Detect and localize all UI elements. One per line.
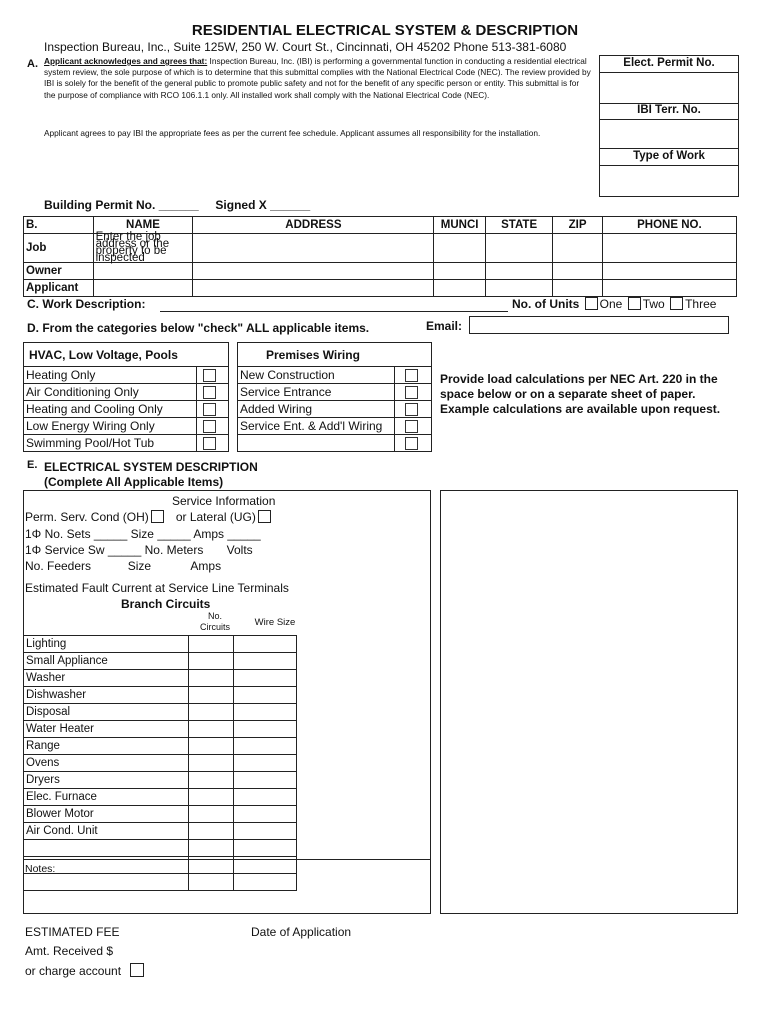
table-row [24, 636, 297, 653]
section-a-heading: Applicant acknowledges and agrees that: [44, 56, 208, 66]
date-of-application-label: Date of Application [251, 925, 352, 939]
hvac-checkbox[interactable] [203, 386, 216, 399]
categories-label: D. From the categories below "check" ALL applicable items. [27, 321, 370, 335]
header-name: NAME [93, 217, 193, 234]
owner-munci-cell[interactable] [434, 263, 485, 280]
wire-size-cell[interactable] [233, 755, 296, 772]
branch-circuit-label: Dishwasher [24, 687, 189, 704]
no-sets-line[interactable]: 1Φ No. Sets _____ Size _____ Amps _____ [25, 527, 261, 541]
hvac-checkbox[interactable] [203, 403, 216, 416]
signed-field[interactable]: ______ [270, 198, 311, 212]
job-address-cell[interactable] [193, 234, 434, 263]
header-address: ADDRESS [193, 217, 434, 234]
wire-size-cell[interactable] [233, 687, 296, 704]
ug-checkbox[interactable] [258, 510, 271, 523]
load-calc-note: Provide load calculations per NEC Art. 220 in the space below or on a separate sheet of paper. Example calculations are available upon request. [440, 372, 721, 416]
applicant-munci-cell[interactable] [434, 280, 485, 297]
service-heading: Service Information [172, 494, 276, 508]
applicant-name-cell[interactable] [93, 280, 193, 297]
job-zip-cell[interactable] [553, 234, 602, 263]
table-row [24, 823, 297, 840]
elect-permit-label: Elect. Permit No. [623, 57, 715, 69]
hvac-item: Low Energy Wiring Only [26, 419, 155, 433]
ibi-terr-label: IBI Terr. No. [637, 104, 701, 116]
wire-size-cell[interactable] [233, 653, 296, 670]
unit-three-checkbox[interactable] [670, 297, 683, 310]
premises-item: Service Entrance [240, 385, 332, 399]
branch-circuits-table [23, 635, 297, 891]
branch-circuit-label [24, 840, 189, 857]
header-state: STATE [485, 217, 553, 234]
fee-agreement-text: Applicant agrees to pay IBI the appropriate fees as per the current fee schedule. Applicant assumes all responsibility for the installation. [44, 128, 541, 138]
units-label: No. of Units [512, 297, 580, 311]
unit-two-label: Two [642, 297, 665, 311]
notes-label: Notes: [25, 863, 56, 875]
units-group [512, 297, 716, 311]
type-of-work-field[interactable] [600, 166, 738, 196]
table-row [24, 755, 297, 772]
section-a-letter: A. [27, 58, 38, 70]
premises-box [237, 342, 432, 452]
section-b-letter: B. [24, 217, 94, 234]
col-circuits: No. Circuits [199, 611, 230, 632]
applicant-state-cell[interactable] [485, 280, 553, 297]
section-e-heading [44, 460, 258, 490]
premises-checkbox[interactable] [405, 369, 418, 382]
no-circuits-cell[interactable] [188, 636, 233, 653]
feeders-line[interactable]: No. Feeders Size Amps [25, 559, 222, 573]
building-permit-label: Building Permit No. [44, 198, 156, 212]
no-circuits-cell[interactable] [188, 738, 233, 755]
table-row [24, 653, 297, 670]
email-field[interactable] [469, 316, 729, 334]
premises-item: New Construction [240, 368, 335, 382]
email-label: Email: [426, 319, 463, 333]
applicant-phone-cell[interactable] [602, 280, 736, 297]
job-hint: Enter the job address or the property to be inspected [93, 234, 193, 263]
no-circuits-cell[interactable] [188, 789, 233, 806]
owner-zip-cell[interactable] [553, 263, 602, 280]
no-circuits-cell[interactable] [188, 670, 233, 687]
owner-address-cell[interactable] [193, 263, 434, 280]
no-circuits-cell[interactable] [188, 840, 233, 857]
wire-size-cell[interactable] [233, 704, 296, 721]
hvac-checkbox[interactable] [203, 437, 216, 450]
no-circuits-cell[interactable] [188, 653, 233, 670]
branch-circuit-label: Ovens [24, 755, 189, 772]
perm-serv-label: Perm. Serv. Cond (OH) [25, 510, 149, 524]
table-row [24, 772, 297, 789]
col-wire-size: Wire Size [254, 617, 296, 628]
hvac-checkbox[interactable] [203, 369, 216, 382]
branch-circuit-label: Air Cond. Unit [24, 823, 189, 840]
branch-circuit-label: Washer [24, 670, 189, 687]
header-zip: ZIP [553, 217, 602, 234]
row-label-applicant: Applicant [24, 280, 94, 297]
wire-size-cell[interactable] [233, 670, 296, 687]
wire-size-cell[interactable] [233, 772, 296, 789]
hvac-item: Air Conditioning Only [26, 385, 139, 399]
charge-account-checkbox[interactable] [130, 963, 144, 977]
section-b-table [23, 216, 737, 297]
no-circuits-cell[interactable] [188, 704, 233, 721]
wire-size-cell[interactable] [233, 738, 296, 755]
row-label-job: Job [24, 234, 94, 263]
header-phone: PHONE NO. [602, 217, 736, 234]
load-calc-area[interactable] [440, 490, 738, 914]
premises-item: Service Ent. & Add'l Wiring [240, 419, 383, 433]
table-row [24, 670, 297, 687]
section-e-letter: E. [27, 459, 38, 471]
form-subtitle: Inspection Bureau, Inc., Suite 125W, 250 W. Court St., Cincinnati, OH 45202 Phone 513-381-6080 [44, 40, 567, 54]
applicant-address-cell[interactable] [193, 280, 434, 297]
oh-checkbox[interactable] [151, 510, 164, 523]
branch-circuit-label: Blower Motor [24, 806, 189, 823]
hvac-item: Heating Only [26, 368, 96, 382]
no-circuits-cell[interactable] [188, 721, 233, 738]
elect-permit-field[interactable] [600, 73, 738, 103]
unit-one-label: One [599, 297, 623, 311]
branch-circuit-label: Water Heater [24, 721, 189, 738]
lateral-label: or Lateral (UG) [175, 510, 256, 524]
wire-size-cell[interactable] [233, 721, 296, 738]
work-description-label: C. Work Description: [27, 297, 146, 311]
unit-one-checkbox[interactable] [585, 297, 598, 310]
job-munci-cell[interactable] [434, 234, 485, 263]
owner-name-cell[interactable] [93, 263, 193, 280]
fault-current-line[interactable]: Estimated Fault Current at Service Line Terminals [25, 581, 289, 595]
section-e-title: ELECTRICAL SYSTEM DESCRIPTION [44, 460, 258, 474]
row-label-owner: Owner [24, 263, 94, 280]
premises-checkbox[interactable] [405, 420, 418, 433]
section-e-subtitle: (Complete All Applicable Items) [44, 475, 224, 489]
hvac-item: Heating and Cooling Only [26, 402, 163, 416]
wire-size-cell[interactable] [233, 789, 296, 806]
amount-received-label: Amt. Received $ [25, 944, 114, 958]
table-row [24, 687, 297, 704]
work-description-field[interactable] [160, 297, 508, 312]
form-title: RESIDENTIAL ELECTRICAL SYSTEM & DESCRIPTION [191, 22, 579, 39]
signed-label: Signed X [215, 198, 267, 212]
ibi-terr-field[interactable] [600, 120, 738, 148]
branch-circuit-label: Disposal [24, 704, 189, 721]
section-a-text [44, 56, 592, 101]
table-row [24, 806, 297, 823]
premises-item: Added Wiring [240, 402, 313, 416]
perm-serv-line [25, 510, 273, 524]
branch-circuit-label: Lighting [24, 636, 189, 653]
hvac-box [23, 342, 229, 452]
building-permit-field[interactable]: ______ [158, 198, 199, 212]
applicant-zip-cell[interactable] [553, 280, 602, 297]
branch-circuit-label: Dryers [24, 772, 189, 789]
estimated-fee-label: ESTIMATED FEE [25, 925, 120, 939]
branch-circuit-label: Elec. Furnace [24, 789, 189, 806]
hvac-title: HVAC, Low Voltage, Pools [29, 348, 178, 362]
premises-checkbox[interactable] [405, 437, 418, 450]
owner-phone-cell[interactable] [602, 263, 736, 280]
type-of-work-label: Type of Work [633, 150, 705, 162]
branch-circuit-label: Small Appliance [24, 653, 189, 670]
unit-two-checkbox[interactable] [628, 297, 641, 310]
no-circuits-cell[interactable] [188, 687, 233, 704]
unit-three-label: Three [685, 297, 717, 311]
table-row [24, 738, 297, 755]
header-munci: MUNCI [434, 217, 485, 234]
premises-checkbox[interactable] [405, 403, 418, 416]
job-state-cell[interactable] [485, 234, 553, 263]
job-phone-cell[interactable] [602, 234, 736, 263]
charge-account-line [25, 963, 146, 978]
hvac-item: Swimming Pool/Hot Tub [26, 436, 155, 450]
no-circuits-cell[interactable] [188, 772, 233, 789]
premises-checkbox[interactable] [405, 386, 418, 399]
notes-field[interactable] [24, 877, 430, 911]
branch-circuit-label: Range [24, 738, 189, 755]
building-permit-line [44, 198, 310, 212]
branch-title: Branch Circuits [121, 597, 211, 611]
table-row [24, 704, 297, 721]
premises-title: Premises Wiring [266, 348, 360, 362]
hvac-checkbox[interactable] [203, 420, 216, 433]
no-circuits-cell[interactable] [188, 823, 233, 840]
electrical-description-box [23, 490, 431, 914]
table-row [24, 789, 297, 806]
no-circuits-cell[interactable] [188, 755, 233, 772]
wire-size-cell[interactable] [233, 636, 296, 653]
service-sw-line[interactable]: 1Φ Service Sw _____ No. Meters Volts [25, 543, 253, 557]
table-row [24, 840, 297, 857]
no-circuits-cell[interactable] [188, 806, 233, 823]
table-row [24, 721, 297, 738]
owner-state-cell[interactable] [485, 263, 553, 280]
charge-account-label: or charge account [25, 964, 122, 978]
section-a-body: Inspection Bureau, Inc. (IBI) is performing a governmental function in conducting a residential electrical system review, the sole purpose of which is to determine that this submittal complies with the National Electrical Code (NEC). The review provided by IBI is solely for the benefit of the general public to promote public safety and not for the benefit of any specific person or entity. This submittal is for the purpose of compliance with RCO 106.1.1 only. All installed work shall comply with the National Electrical Code (NEC). [44, 56, 591, 100]
permit-box [599, 55, 739, 197]
wire-size-cell[interactable] [233, 806, 296, 823]
wire-size-cell[interactable] [233, 840, 296, 857]
wire-size-cell[interactable] [233, 823, 296, 840]
